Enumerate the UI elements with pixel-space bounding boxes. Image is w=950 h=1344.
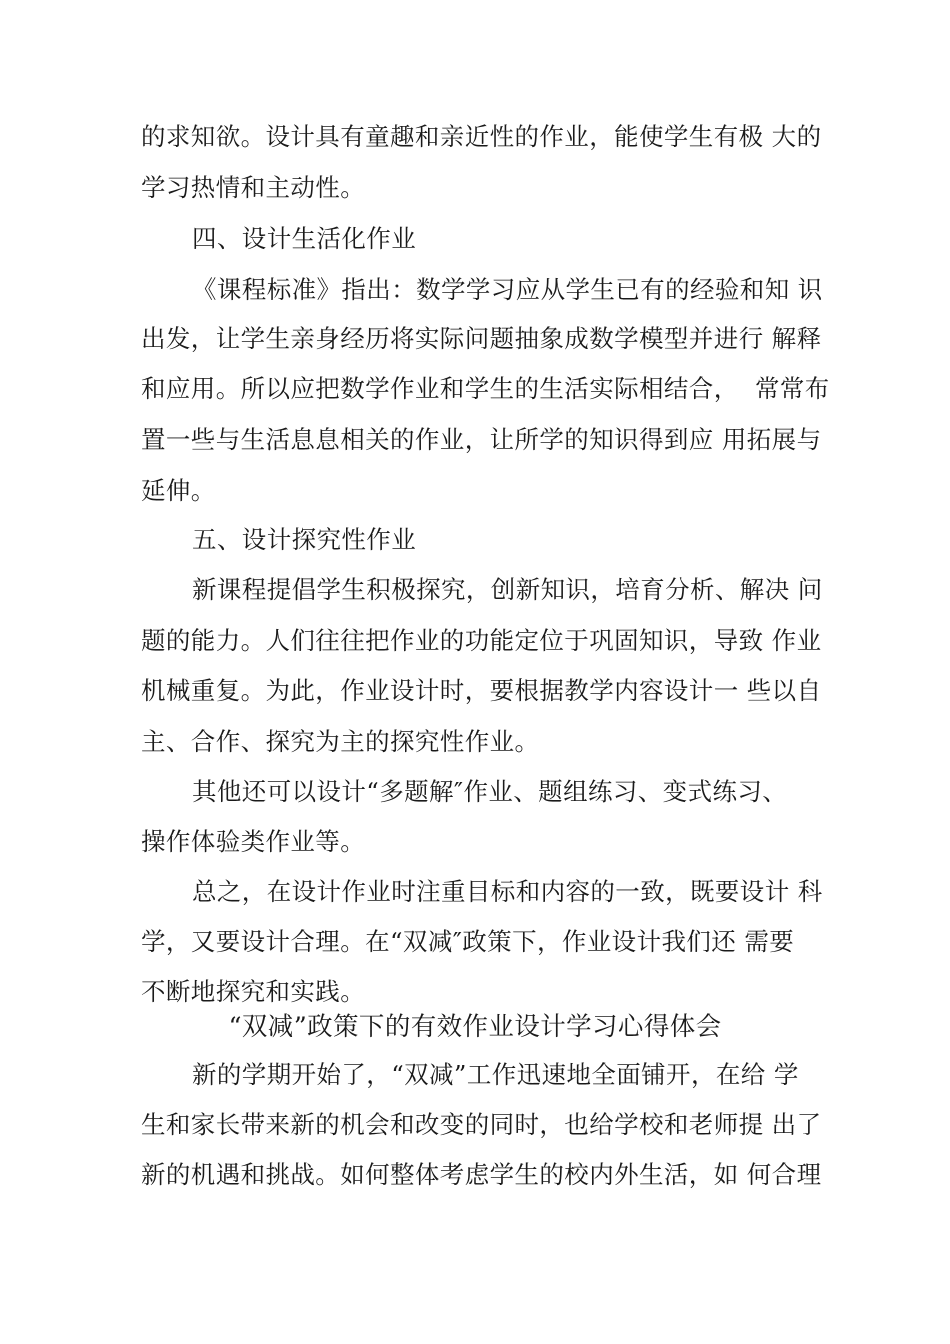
section-title: “双减”政策下的有效作业设计学习心得体会 <box>228 1012 722 1042</box>
body-line: 不断地探究和实践。 <box>141 977 366 1006</box>
body-line: 生和家长带来新的机会和改变的同时，也给学校和老师提 出了 <box>141 1110 822 1139</box>
body-line: 延伸。 <box>141 476 216 505</box>
body-line: 新课程提倡学生积极探究，创新知识，培育分析、解决 问 <box>192 575 823 604</box>
body-line: 新的学期开始了，“双减”工作迅速地全面铺开，在给 学 <box>192 1060 799 1089</box>
body-line: 学，又要设计合理。在“双减″政策下，作业设计我们还 需要 <box>141 927 795 956</box>
section-heading: 四、设计生活化作业 <box>192 224 417 253</box>
body-line: 主、合作、探究为主的探究性作业。 <box>141 727 540 756</box>
body-line: 置一些与生活息息相关的作业，让所学的知识得到应 用拓展与 <box>141 425 822 454</box>
body-line: 学习热情和主动性。 <box>141 173 366 202</box>
body-line: 其他还可以设计“多题解″作业、题组练习、变式练习、 <box>192 777 788 806</box>
body-line: 题的能力。人们往往把作业的功能定位于巩固知识，导致 作业 <box>141 626 822 655</box>
body-line: 新的机遇和挑战。如何整体考虑学生的校内外生活，如 何合理 <box>141 1160 822 1189</box>
body-line: 的求知欲。设计具有童趣和亲近性的作业，能使学生有极 大的 <box>141 122 822 151</box>
body-line: 操作体验类作业等。 <box>141 827 366 856</box>
body-line: 总之，在设计作业时注重目标和内容的一致，既要设计 科 <box>192 877 823 906</box>
section-heading: 五、设计探究性作业 <box>192 525 417 554</box>
body-line: 《课程标准》指出：数学学习应从学生已有的经验和知 识 <box>192 275 823 304</box>
body-line: 和应用。所以应把数学作业和学生的生活实际相结合， 常常布 <box>141 374 830 403</box>
body-line: 机械重复。为此，作业设计时，要根据教学内容设计一 些以自 <box>141 676 822 705</box>
body-line: 出发，让学生亲身经历将实际问题抽象成数学模型并进行 解释 <box>141 324 822 353</box>
